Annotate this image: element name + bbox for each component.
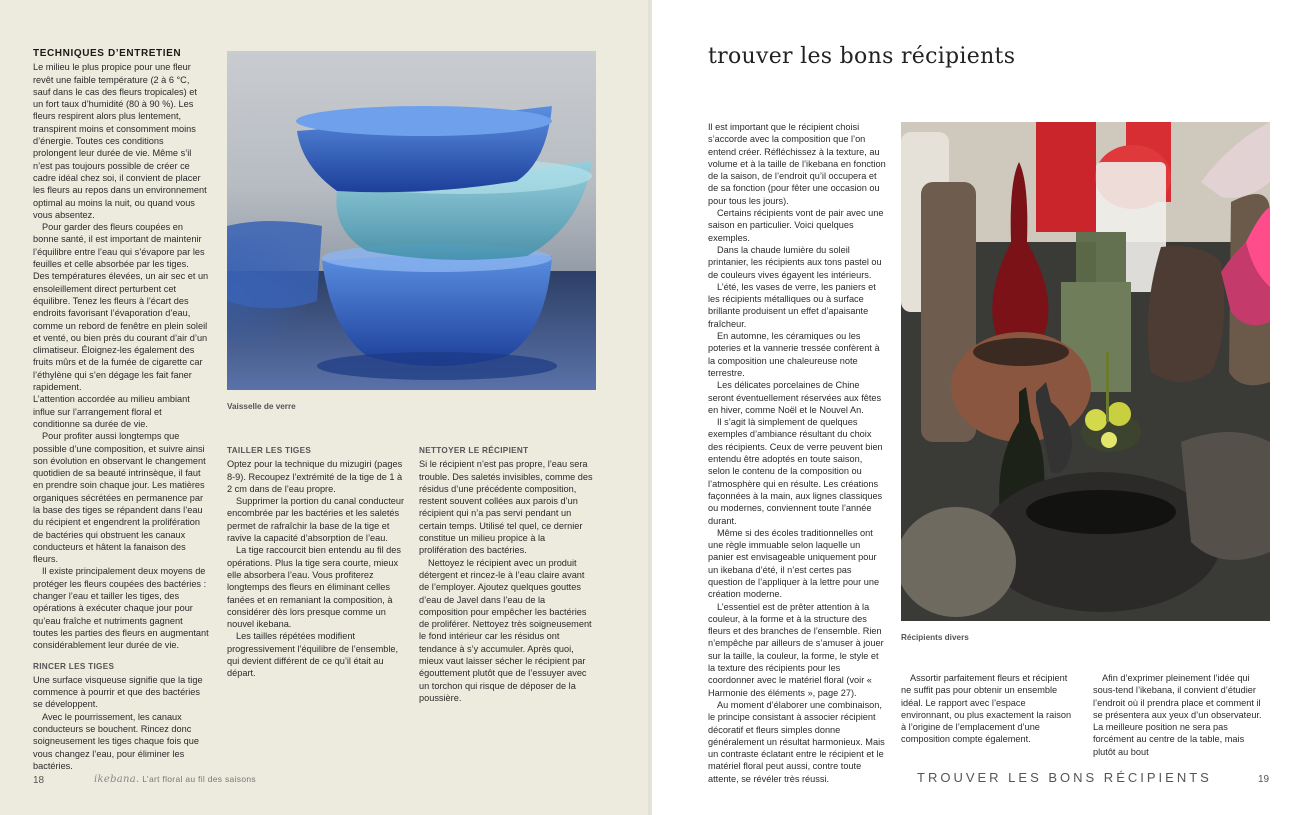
- paragraph: Avec le pourrissement, les canaux conducteurs se bouchent. Rincez donc soigneusement les tiges chaque fois que vous changez l’eau, pour éliminer les bactéries.: [33, 711, 199, 771]
- paragraph: Le milieu le plus propice pour une fleur revêt une faible température (2 à 6 °C, sauf dans le cas des fleurs tropicales) et un fort taux d’humidité (80 à 90 %). Les fleurs respirent alors plus lentement, transpirent moins et consomment moins d’énergie. Toutes ces conditions prolongent leur durée de vie. Même s’il n’est pas toujours possible de créer ce cadre idéal chez soi, il convient de placer les fleurs au repos dans un environnement optimal au moins la nuit, ou quand vous vous absentez.: [33, 62, 207, 220]
- subsection-heading: TAILLER LES TIGES: [227, 446, 312, 455]
- containers-photo: [901, 122, 1270, 621]
- book-subtitle: L’art floral au fil des saisons: [142, 774, 256, 784]
- paragraph: Les tailles répétées modifient progressivement l’équilibre de l’ensemble, qui devient différent de ce qu’il était au départ.: [227, 631, 399, 679]
- right-column-2: [901, 672, 1073, 746]
- photo-caption: Récipients divers: [901, 633, 969, 642]
- page-number: 18: [33, 775, 45, 786]
- paragraph: Les délicates porcelaines de Chine seront éventuellement réservées aux fêtes en hiver, comme Noël et le Nouvel An.: [708, 380, 882, 415]
- paragraph: Pour profiter aussi longtemps que possible d’une composition, et suivre ainsi son évolution en observant le changement quotidien de sa beauté intrinsèque, il faut en prendre soin chaque jour. Les matières organiques sécrétées en permanence par la base des tiges se répandent dans l’eau du récipient et engendrent la prolifération de bactéries qui obstruent les canaux conducteurs et hâtent la fanaison des fleurs.: [33, 431, 206, 565]
- paragraph: Même si des écoles traditionnelles ont une règle immuable selon laquelle un panier est envisageable uniquement pour un ikebana d’été, il n’est certes pas question de l’appliquer à la lettre pour une création moderne.: [708, 527, 880, 600]
- paragraph: L’été, les vases de verre, les paniers et les récipients métalliques ou à surface brillante produisent un effet d’apaisante fraîcheur.: [708, 281, 876, 329]
- page-number: 19: [1258, 774, 1270, 785]
- glass-bowls-photo: [227, 51, 596, 390]
- section-heading: TECHNIQUES D’ENTRETIEN: [33, 48, 182, 59]
- paragraph: Dans la chaude lumière du soleil printanier, les récipients aux tons pastel ou de couleurs vives égayent les intérieurs.: [708, 244, 882, 280]
- running-header: [94, 774, 256, 785]
- paragraph: Au moment d’élaborer une combinaison, le principe consistant à associer récipient décoratif et fleurs simples donne généralement un résultat harmonieux. Mais un contraste éclatant entre le récipient et le matériel floral peut aussi, contre toute attente, se révéler très réussi.: [708, 699, 885, 784]
- chapter-title: trouver les bons récipients: [708, 44, 1016, 69]
- paragraph: Si le récipient n’est pas propre, l’eau sera trouble. Des saletés invisibles, comme des résidus d’une précédente composition, restent souvent collées aux parois d’un récipient qui n’a pas servi pendant un certain temps. Utilisé tel quel, ce dernier constitue un milieu propice à la prolifération des bactéries.: [419, 459, 593, 556]
- paragraph: Nettoyez le récipient avec un produit détergent et rincez-le à l’eau claire avant de l’employer. Ajoutez quelques gouttes d’eau de Javel dans l’eau de la composition pour empêcher les bactéries de proliférer. Nettoyez très soigneusement le fond intérieur car les résidus ont tendance à s’y accumuler. Après quoi, mieux vaut laisser sécher le récipient par égouttement plutôt que de l’essuyer avec un torchon qui risque de déposer de la poussière.: [419, 557, 592, 703]
- paragraph: Pour garder des fleurs coupées en bonne santé, il est important de maintenir l’équilibre entre l’eau qui s’évapore par les feuilles et celle absorbée par les tiges.: [33, 222, 205, 270]
- photo-caption: Vaisselle de verre: [227, 402, 296, 411]
- paragraph: Supprimer la portion du canal conducteur encombrée par les bactéries et les saletés permet de rafraîchir la base de la tige et ravive la capacité d’absorption de l’eau.: [227, 496, 405, 544]
- paragraph: Il existe principalement deux moyens de protéger les fleurs coupées des bactéries : changer l’eau et tailler les tiges, des opérations à exécuter chaque jour pour qu’eau fraîche et nutriments gagnent toutes les parties des fleurs en augmentant considérablement leur durée de vie.: [33, 566, 209, 651]
- paragraph: Des températures élevées, un air sec et un ensoleillement direct perturbent cet équilibre. Tenez les fleurs à l’écart des endroits favorisant l’évaporation d’eau, comme un rebord de fenêtre en plein soleil et venté, ou bien près du courant d’air d’un climatiseur. Éloignez-les également des fruits mûrs et de la fumée de cigarette car l’éthylène qui s’en dégage les fait faner rapidement.: [33, 271, 209, 393]
- paragraph: L’essentiel est de prêter attention à la couleur, à la forme et à la structure des fleurs et des branches de l’ensemble. Rien n’empêche par ailleurs de s’amuser à jouer sur la taille, la couleur, la forme, le style et la texture des récipients pour les coordonner avec le matériel floral (voir « Harmonie des éléments », page 27).: [708, 601, 884, 698]
- paragraph: La tige raccourcit bien entendu au fil des opérations. Plus la tige sera courte, mieux elle absorbera l’eau. Vous profiterez longtemps des fleurs en éliminant celles fanées et en remaniant la composition, à considérer dès lors presque comme un nouvel ikebana.: [227, 545, 401, 630]
- paragraph: Il s’agit là simplement de quelques exemples d’ambiance résultant du choix des récipients. Ceux de verre peuvent bien entendu être adoptés en toute saison, selon le contenu de la composition ou l’atmosphère qui en résulte. Les créations façonnées à la main, aux lignes classiques ou modernes, conviennent toute l’année durant.: [708, 417, 883, 526]
- right-column-1: [708, 121, 886, 785]
- right-column-3: [1093, 672, 1269, 758]
- paragraph: Assortir parfaitement fleurs et récipient ne suffit pas pour obtenir un ensemble idéal. Le rapport avec l’espace environnant, ou plus exactement la raison à l’origine de l’emplacement d’une composition compte également.: [901, 673, 1072, 745]
- left-column-3: [419, 445, 595, 704]
- running-footer-title: TROUVER LES BONS RÉCIPIENTS: [917, 770, 1212, 785]
- left-column-1: [33, 48, 209, 772]
- paragraph: Afin d’exprimer pleinement l’idée qui sous-tend l’ikebana, il convient d’étudier l’endroit où il prendra place et comment il se présentera aux yeux d’un observateur. La meilleure position ne sera pas forcément au centre de la table, mais plutôt au bout: [1093, 673, 1262, 757]
- book-brand: ikebana.: [94, 774, 140, 785]
- paragraph: En automne, les céramiques ou les poteries et la vannerie tressée confèrent à la composition une chaleureuse note terrestre.: [708, 331, 880, 378]
- left-column-2: [227, 445, 405, 680]
- paragraph: Optez pour la technique du mizugiri (pages 8-9). Recoupez l’extrémité de la tige de 1 à 2 cm dans de l’eau propre.: [227, 459, 403, 494]
- paragraph: Une surface visqueuse signifie que la tige commence à pourrir et que des bactéries se développent.: [33, 674, 203, 710]
- paragraph: Il est important que le récipient choisi s’accorde avec la composition que l’on entend créer. Réfléchissez à la texture, au volume et à la taille de l’ikebana en fonction de la saison, de l’endroit qu’il occupera et de sa fonction (pour fêter une occasion ou pour tous les jours).: [708, 122, 886, 206]
- subsection-heading: RINCER LES TIGES: [33, 661, 115, 671]
- paragraph: Certains récipients vont de pair avec une saison en particulier. Voici quelques exemples.: [708, 208, 884, 243]
- paragraph: L’attention accordée au milieu ambiant influe sur l’arrangement floral et conditionne sa durée de vie.: [33, 394, 190, 429]
- glass-bowls-illustration: [227, 51, 596, 390]
- containers-illustration: [901, 122, 1270, 621]
- subsection-heading: NETTOYER LE RÉCIPIENT: [419, 446, 529, 455]
